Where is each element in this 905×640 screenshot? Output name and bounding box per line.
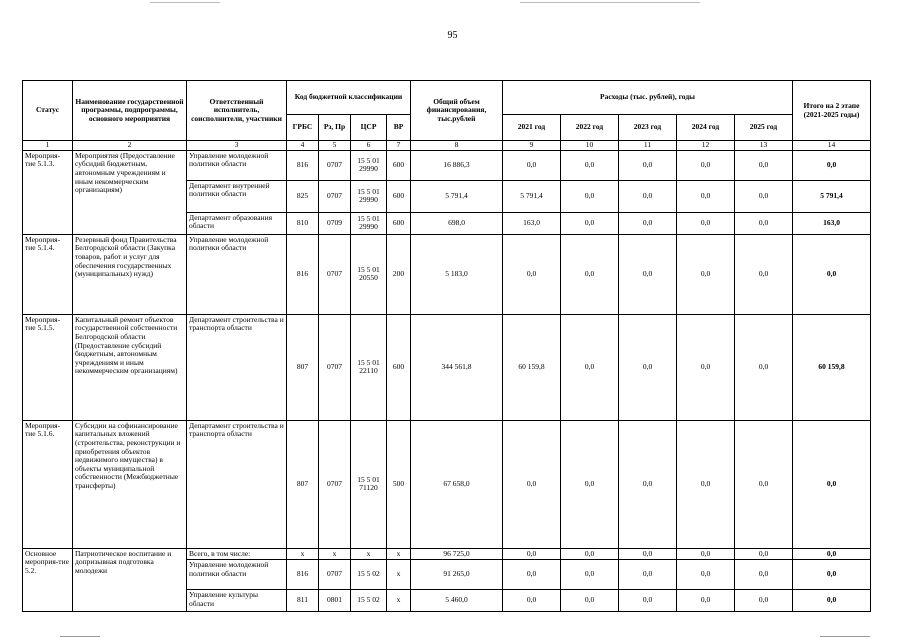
- col-number: 7: [387, 141, 411, 151]
- table-row: [23, 420, 871, 548]
- cell-csr: 15 5 02: [351, 560, 387, 590]
- cell-total: 344 561,8: [411, 314, 503, 420]
- page-number: 95: [447, 30, 458, 41]
- cell-sum: 5 791,4: [793, 180, 871, 212]
- header-total-volume: Общий объем финансирования, тыс.рублей: [411, 81, 503, 141]
- cell-total: 5 460,0: [411, 590, 503, 612]
- cell-vr: 600: [387, 180, 411, 212]
- row-name: Мероприятия (Предоставление субсидий бюджетным, автономным учреждениям и иным некоммерческим организациям): [73, 150, 187, 234]
- header-year-2025: 2025 год: [735, 115, 793, 141]
- cell-grbs: 810: [287, 212, 319, 234]
- col-number: 13: [735, 141, 793, 151]
- cell-sum: 0,0: [793, 150, 871, 180]
- cell-2022: 0,0: [561, 150, 619, 180]
- cell-sum: 0,0: [793, 420, 871, 548]
- cell-total: 5 183,0: [411, 234, 503, 314]
- header-year-2022: 2022 год: [561, 115, 619, 141]
- cell-2021: 0,0: [503, 560, 561, 590]
- cell-2024: 0,0: [677, 180, 735, 212]
- cell-total: 91 265,0: [411, 560, 503, 590]
- row-executor: Управление молодежной политики области: [187, 560, 287, 590]
- row-executor: Департамент строительства и транспорта области: [187, 420, 287, 548]
- header-executor: Ответственный исполнитель, соисполнители, участники: [187, 81, 287, 141]
- cell-rzpr: 0707: [319, 420, 351, 548]
- table-row: [23, 150, 871, 180]
- cell-2025: 0,0: [735, 212, 793, 234]
- cell-vr: х: [387, 590, 411, 612]
- cell-2025: 0,0: [735, 180, 793, 212]
- cell-vr: 500: [387, 420, 411, 548]
- col-number: 12: [677, 141, 735, 151]
- col-number: 5: [319, 141, 351, 151]
- cell-2024: 0,0: [677, 590, 735, 612]
- col-number: 2: [73, 141, 187, 151]
- col-number: 3: [187, 141, 287, 151]
- cell-2023: 0,0: [619, 150, 677, 180]
- cell-vr: 600: [387, 212, 411, 234]
- cell-vr: х: [387, 560, 411, 590]
- cell-grbs: 816: [287, 560, 319, 590]
- cell-2022: 0,0: [561, 234, 619, 314]
- header-budget-code: Код бюджетной классификации: [287, 81, 411, 115]
- row-name: Патриотическое воспитание и допризывная подготовка молодежи: [73, 548, 187, 612]
- cell-2025: 0,0: [735, 590, 793, 612]
- cell-2021: 0,0: [503, 548, 561, 560]
- cell-2023: 0,0: [619, 314, 677, 420]
- cell-2025: 0,0: [735, 548, 793, 560]
- row-executor: Департамент образования области: [187, 212, 287, 234]
- header-row: [23, 81, 871, 115]
- cell-csr: 15 5 01 29990: [351, 150, 387, 180]
- row-status: Основное мероприя-тие 5.2.: [23, 548, 73, 612]
- row-name: Капитальный ремонт объектов государственной собственности Белгородской области (Предоставление субсидий бюджетным, автономным учреждениям и иным некоммерческим организациям): [73, 314, 187, 420]
- table-row: [23, 314, 871, 420]
- cell-vr: 200: [387, 234, 411, 314]
- cell-2025: 0,0: [735, 150, 793, 180]
- header-grbs: ГРБС: [287, 115, 319, 141]
- cell-2021: 0,0: [503, 590, 561, 612]
- row-executor: Всего, в том числе:: [187, 548, 287, 560]
- cell-total: 67 658,0: [411, 420, 503, 548]
- cell-total: 96 725,0: [411, 548, 503, 560]
- cell-sum: 0,0: [793, 234, 871, 314]
- cell-grbs: 807: [287, 420, 319, 548]
- cell-2021: 0,0: [503, 234, 561, 314]
- cell-sum: 163,0: [793, 212, 871, 234]
- table-row: [23, 234, 871, 314]
- cell-rzpr: 0707: [319, 180, 351, 212]
- cell-2025: 0,0: [735, 560, 793, 590]
- cell-rzpr: 0709: [319, 212, 351, 234]
- cell-2021: 163,0: [503, 212, 561, 234]
- cell-2022: 0,0: [561, 212, 619, 234]
- cell-2021: 0,0: [503, 150, 561, 180]
- col-number: 6: [351, 141, 387, 151]
- cell-csr: 15 5 01 29990: [351, 212, 387, 234]
- cell-2024: 0,0: [677, 150, 735, 180]
- header-csr: ЦСР: [351, 115, 387, 141]
- row-executor: Управление молодежной политики области: [187, 234, 287, 314]
- header-vr: ВР: [387, 115, 411, 141]
- cell-grbs: 825: [287, 180, 319, 212]
- cell-vr: 600: [387, 314, 411, 420]
- budget-table: [22, 80, 871, 612]
- cell-rzpr: 0707: [319, 234, 351, 314]
- cell-2023: 0,0: [619, 212, 677, 234]
- cell-total: 16 886,3: [411, 150, 503, 180]
- cell-2023: 0,0: [619, 560, 677, 590]
- cell-rzpr: 0707: [319, 150, 351, 180]
- header-name: Наименование государственной программы, подпрограммы, основного мероприятия: [73, 81, 187, 141]
- cell-2023: 0,0: [619, 180, 677, 212]
- row-name: Резервный фонд Правительства Белгородской области (Закупка товаров, работ и услуг для обеспечения государственных (муниципальных) нужд): [73, 234, 187, 314]
- row-executor: Департамент строительства и транспорта области: [187, 314, 287, 420]
- cell-rzpr: 0801: [319, 590, 351, 612]
- cell-csr: х: [351, 548, 387, 560]
- col-number: 11: [619, 141, 677, 151]
- col-number: 1: [23, 141, 73, 151]
- cell-2023: 0,0: [619, 234, 677, 314]
- cell-csr: 15 5 01 22110: [351, 314, 387, 420]
- row-name: Субсидии на софинансирование капитальных вложений (строительства, реконструкции и приобретения объектов недвижимого имущества) в объекты муниципальной собственности (Межбюджетные трансферты): [73, 420, 187, 548]
- table-row: [23, 548, 871, 560]
- cell-2025: 0,0: [735, 314, 793, 420]
- cell-csr: 15 5 02: [351, 590, 387, 612]
- header-rzpr: Рз, Пр: [319, 115, 351, 141]
- cell-2022: 0,0: [561, 560, 619, 590]
- cell-2025: 0,0: [735, 420, 793, 548]
- col-number: 4: [287, 141, 319, 151]
- row-status: Мероприя-тие 5.1.5.: [23, 314, 73, 420]
- row-status: Мероприя-тие 5.1.3.: [23, 150, 73, 234]
- cell-vr: 600: [387, 150, 411, 180]
- cell-csr: 15 5 01 29990: [351, 180, 387, 212]
- cell-2023: 0,0: [619, 420, 677, 548]
- cell-grbs: 807: [287, 314, 319, 420]
- header-year-2021: 2021 год: [503, 115, 561, 141]
- col-number: 10: [561, 141, 619, 151]
- header-total-stage2: Итого на 2 этапе (2021-2025 годы): [793, 81, 871, 141]
- cell-total: 5 791,4: [411, 180, 503, 212]
- cell-2024: 0,0: [677, 234, 735, 314]
- cell-grbs: х: [287, 548, 319, 560]
- cell-csr: 15 5 01 20550: [351, 234, 387, 314]
- cell-2025: 0,0: [735, 234, 793, 314]
- cell-sum: 0,0: [793, 560, 871, 590]
- header-status: Статус: [23, 81, 73, 141]
- cell-grbs: 816: [287, 234, 319, 314]
- cell-2024: 0,0: [677, 212, 735, 234]
- cell-rzpr: 0707: [319, 560, 351, 590]
- cell-grbs: 811: [287, 590, 319, 612]
- cell-2022: 0,0: [561, 180, 619, 212]
- cell-2021: 5 791,4: [503, 180, 561, 212]
- cell-grbs: 816: [287, 150, 319, 180]
- cell-rzpr: 0707: [319, 314, 351, 420]
- cell-2022: 0,0: [561, 314, 619, 420]
- cell-rzpr: х: [319, 548, 351, 560]
- cell-2024: 0,0: [677, 548, 735, 560]
- header-year-2023: 2023 год: [619, 115, 677, 141]
- row-status: Мероприя-тие 5.1.4.: [23, 234, 73, 314]
- cell-sum: 0,0: [793, 548, 871, 560]
- cell-2021: 0,0: [503, 420, 561, 548]
- row-status: Мероприя-тие 5.1.6.: [23, 420, 73, 548]
- col-number: 8: [411, 141, 503, 151]
- cell-2023: 0,0: [619, 548, 677, 560]
- header-expenses: Расходы (тыс. рублей), годы: [503, 81, 793, 115]
- col-number: 9: [503, 141, 561, 151]
- cell-2022: 0,0: [561, 590, 619, 612]
- row-executor: Департамент внутренней политики области: [187, 180, 287, 212]
- column-number-row: [23, 141, 871, 151]
- row-executor: Управление культуры области: [187, 590, 287, 612]
- cell-2022: 0,0: [561, 548, 619, 560]
- cell-sum: 60 159,8: [793, 314, 871, 420]
- cell-vr: х: [387, 548, 411, 560]
- cell-csr: 15 5 01 71120: [351, 420, 387, 548]
- cell-2024: 0,0: [677, 314, 735, 420]
- cell-total: 698,0: [411, 212, 503, 234]
- cell-2021: 60 159,8: [503, 314, 561, 420]
- cell-2024: 0,0: [677, 560, 735, 590]
- col-number: 14: [793, 141, 871, 151]
- cell-sum: 0,0: [793, 590, 871, 612]
- cell-2023: 0,0: [619, 590, 677, 612]
- header-year-2024: 2024 год: [677, 115, 735, 141]
- cell-2024: 0,0: [677, 420, 735, 548]
- cell-2022: 0,0: [561, 420, 619, 548]
- row-executor: Управление молодежной политики области: [187, 150, 287, 180]
